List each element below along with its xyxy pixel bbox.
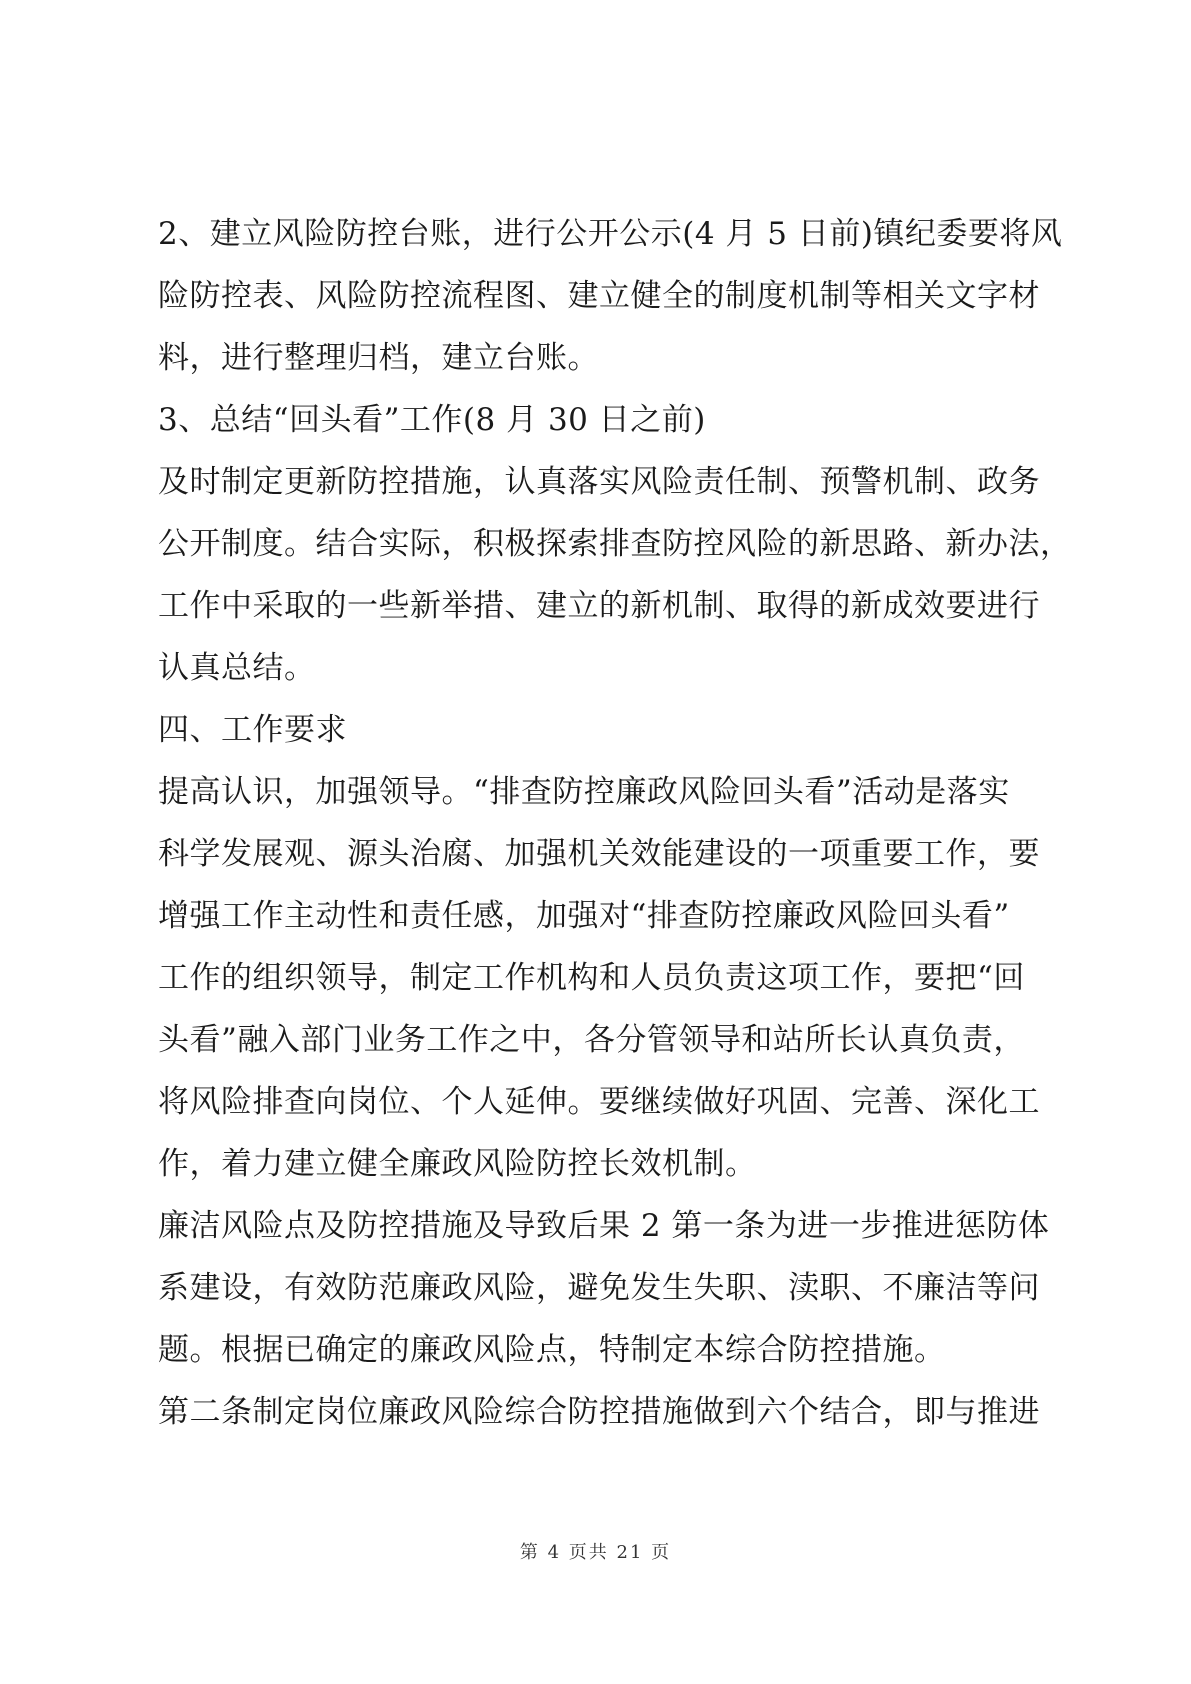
text-line: 头看”融入部门业务工作之中，各分管领导和站所长认真负责， — [158, 1022, 1025, 1058]
text-line: 提高认识，加强领导。“排查防控廉政风险回头看”活动是落实 — [158, 774, 1010, 810]
text-line: 系建设，有效防范廉政风险，避免发生失职、渎职、不廉洁等问 — [158, 1270, 1040, 1306]
text-line: 科学发展观、源头治腐、加强机关效能建设的一项重要工作，要 — [158, 836, 1040, 872]
text-line: 第二条制定岗位廉政风险综合防控措施做到六个结合，即与推进 — [158, 1394, 1040, 1430]
text-line: 险防控表、风险防控流程图、建立健全的制度机制等相关文字材 — [158, 278, 1040, 314]
text-line: 料，进行整理归档，建立台账。 — [158, 340, 599, 376]
text-line: 2、建立风险防控台账，进行公开公示(4 月 5 日前)镇纪委要将风 — [158, 216, 1063, 252]
section-heading-4: 四、工作要求 — [158, 712, 347, 748]
document-body — [158, 203, 1072, 1443]
page-number: 第 4 页共 21 页 — [519, 1542, 672, 1563]
text-line: 将风险排查向岗位、个人延伸。要继续做好巩固、完善、深化工 — [158, 1084, 1040, 1120]
section-heading-3: 3、总结“回头看”工作(8 月 30 日之前) — [158, 402, 706, 438]
text-line: 廉洁风险点及防控措施及导致后果 2 第一条为进一步推进惩防体 — [158, 1208, 1050, 1244]
page-footer — [0, 1538, 1191, 1564]
text-line: 认真总结。 — [158, 650, 316, 686]
text-line: 公开制度。结合实际，积极探索排查防控风险的新思路、新办法， — [158, 526, 1072, 562]
text-line: 及时制定更新防控措施，认真落实风险责任制、预警机制、政务 — [158, 464, 1040, 500]
text-line: 作，着力建立健全廉政风险防控长效机制。 — [158, 1146, 757, 1182]
text-line: 增强工作主动性和责任感，加强对“排查防控廉政风险回头看” — [158, 898, 1010, 934]
text-line: 工作中采取的一些新举措、建立的新机制、取得的新成效要进行 — [158, 588, 1040, 624]
text-line: 题。根据已确定的廉政风险点，特制定本综合防控措施。 — [158, 1332, 946, 1368]
text-line: 工作的组织领导，制定工作机构和人员负责这项工作，要把“回 — [158, 960, 1025, 996]
